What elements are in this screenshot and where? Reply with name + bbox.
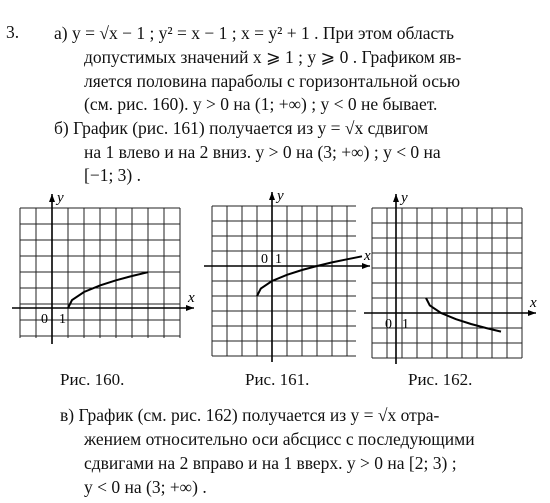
unit-label: 1 bbox=[59, 312, 66, 327]
origin-label: 0 bbox=[385, 317, 392, 332]
text-c-line-4: y < 0 на (3; +∞) . bbox=[84, 477, 207, 497]
origin-label: 0 bbox=[41, 312, 48, 327]
y-axis-label: y bbox=[277, 188, 284, 204]
text-c-line-2: жением относительно оси абсцисс с последующими bbox=[84, 429, 475, 449]
origin-label: 0 bbox=[261, 252, 268, 267]
text-a-line-3: ляется половина параболы с горизонтальной осью bbox=[84, 71, 461, 91]
text-c-line-1: в) График (см. рис. 162) получается из y = √x отра- bbox=[60, 405, 440, 425]
text-b-line-2: на 1 влево и на 2 вниз. y > 0 на (3; +∞) ; y < 0 на bbox=[84, 142, 441, 162]
grid-group bbox=[364, 190, 537, 364]
figure-162 bbox=[360, 188, 540, 363]
text-b-line-1: б) График (рис. 161) получается из y = √x сдвигом bbox=[54, 118, 429, 138]
figure-161 bbox=[196, 188, 376, 366]
figure-160-caption: Рис. 160. bbox=[60, 370, 125, 389]
problem-number: 3. bbox=[6, 22, 20, 42]
grid-group bbox=[204, 188, 371, 362]
text-a-line-4: (см. рис. 160). y > 0 на (1; +∞) ; y < 0 не бывает. bbox=[84, 94, 438, 114]
text-a-line-1: а) y = √x − 1 ; y² = x − 1 ; x = y² + 1 . При этом область bbox=[54, 23, 454, 43]
figure-162-graph bbox=[360, 188, 540, 363]
x-axis-label: x bbox=[364, 248, 371, 264]
y-axis-label: y bbox=[401, 190, 408, 206]
x-axis-label: x bbox=[530, 295, 537, 311]
figure-161-graph bbox=[196, 188, 376, 366]
y-axis-arrow bbox=[49, 194, 55, 202]
unit-label: 1 bbox=[402, 317, 409, 332]
text-b-line-3: [−1; 3) . bbox=[84, 165, 142, 185]
figure-160 bbox=[20, 188, 200, 348]
unit-label: 1 bbox=[275, 252, 282, 267]
figure-161-caption: Рис. 161. bbox=[245, 370, 310, 389]
text-c-line-3: сдвигами на 2 вправо и на 1 вверх. y > 0 на [2; 3) ; bbox=[84, 453, 457, 473]
grid-group bbox=[12, 190, 195, 344]
y-axis-label: y bbox=[57, 190, 64, 206]
y-axis-arrow bbox=[393, 194, 399, 202]
figure-162-caption: Рис. 162. bbox=[408, 370, 473, 389]
figure-160-graph bbox=[20, 188, 200, 348]
function-curve bbox=[426, 298, 501, 332]
x-axis-label: x bbox=[188, 290, 195, 306]
text-a-line-2: допустимых значений x ⩾ 1 ; y ⩾ 0 . Графиком яв- bbox=[84, 47, 462, 67]
function-curve bbox=[68, 272, 148, 308]
y-axis-arrow bbox=[269, 192, 275, 200]
